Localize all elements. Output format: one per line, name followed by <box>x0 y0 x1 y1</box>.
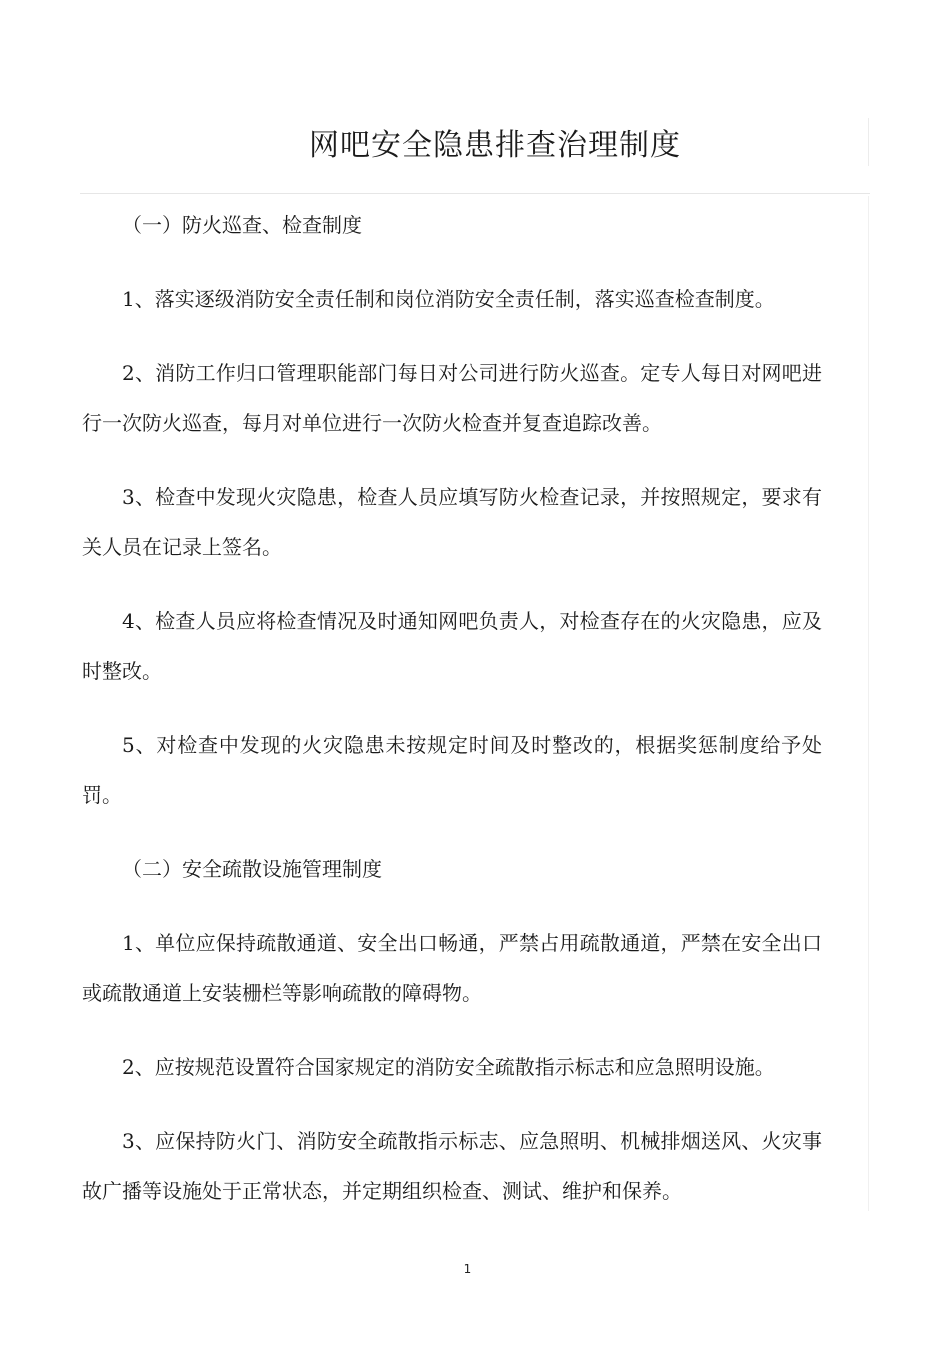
paragraph-1-1: 1、落实逐级消防安全责任制和岗位消防安全责任制，落实巡查检查制度。 <box>122 287 775 311</box>
section-heading-fire-patrol: （一）防火巡查、检查制度 <box>122 213 362 237</box>
paragraph-2-1: 1、单位应保持疏散通道、安全出口畅通，严禁占用疏散通道，严禁在安全出口或疏散通道上安装栅栏等影响疏散的障碍物。 <box>82 931 822 1005</box>
margin-rule-body <box>868 196 869 1211</box>
paragraph-2-2: 2、应按规范设置符合国家规定的消防安全疏散指示标志和应急照明设施。 <box>122 1055 775 1079</box>
title-divider <box>80 193 870 194</box>
page-number: 1 <box>463 1262 472 1276</box>
paragraph-1-5: 5、对检查中发现的火灾隐患未按规定时间及时整改的，根据奖惩制度给予处罚。 <box>82 733 822 807</box>
document-body <box>82 200 822 1216</box>
paragraph-1-2: 2、消防工作归口管理职能部门每日对公司进行防火巡查。定专人每日对网吧进行一次防火巡查，每月对单位进行一次防火检查并复查追踪改善。 <box>82 361 822 435</box>
paragraph-1-3: 3、检查中发现火灾隐患，检查人员应填写防火检查记录，并按照规定，要求有关人员在记录上签名。 <box>82 485 822 559</box>
paragraph-1-4: 4、检查人员应将检查情况及时通知网吧负责人，对检查存在的火灾隐患，应及时整改。 <box>82 609 822 683</box>
section-heading-evacuation: （二）安全疏散设施管理制度 <box>122 857 382 881</box>
document-title: 网吧安全隐患排查治理制度 <box>309 128 681 163</box>
paragraph-2-3: 3、应保持防火门、消防安全疏散指示标志、应急照明、机械排烟送风、火灾事故广播等设施处于正常状态，并定期组织检查、测试、维护和保养。 <box>82 1129 822 1203</box>
